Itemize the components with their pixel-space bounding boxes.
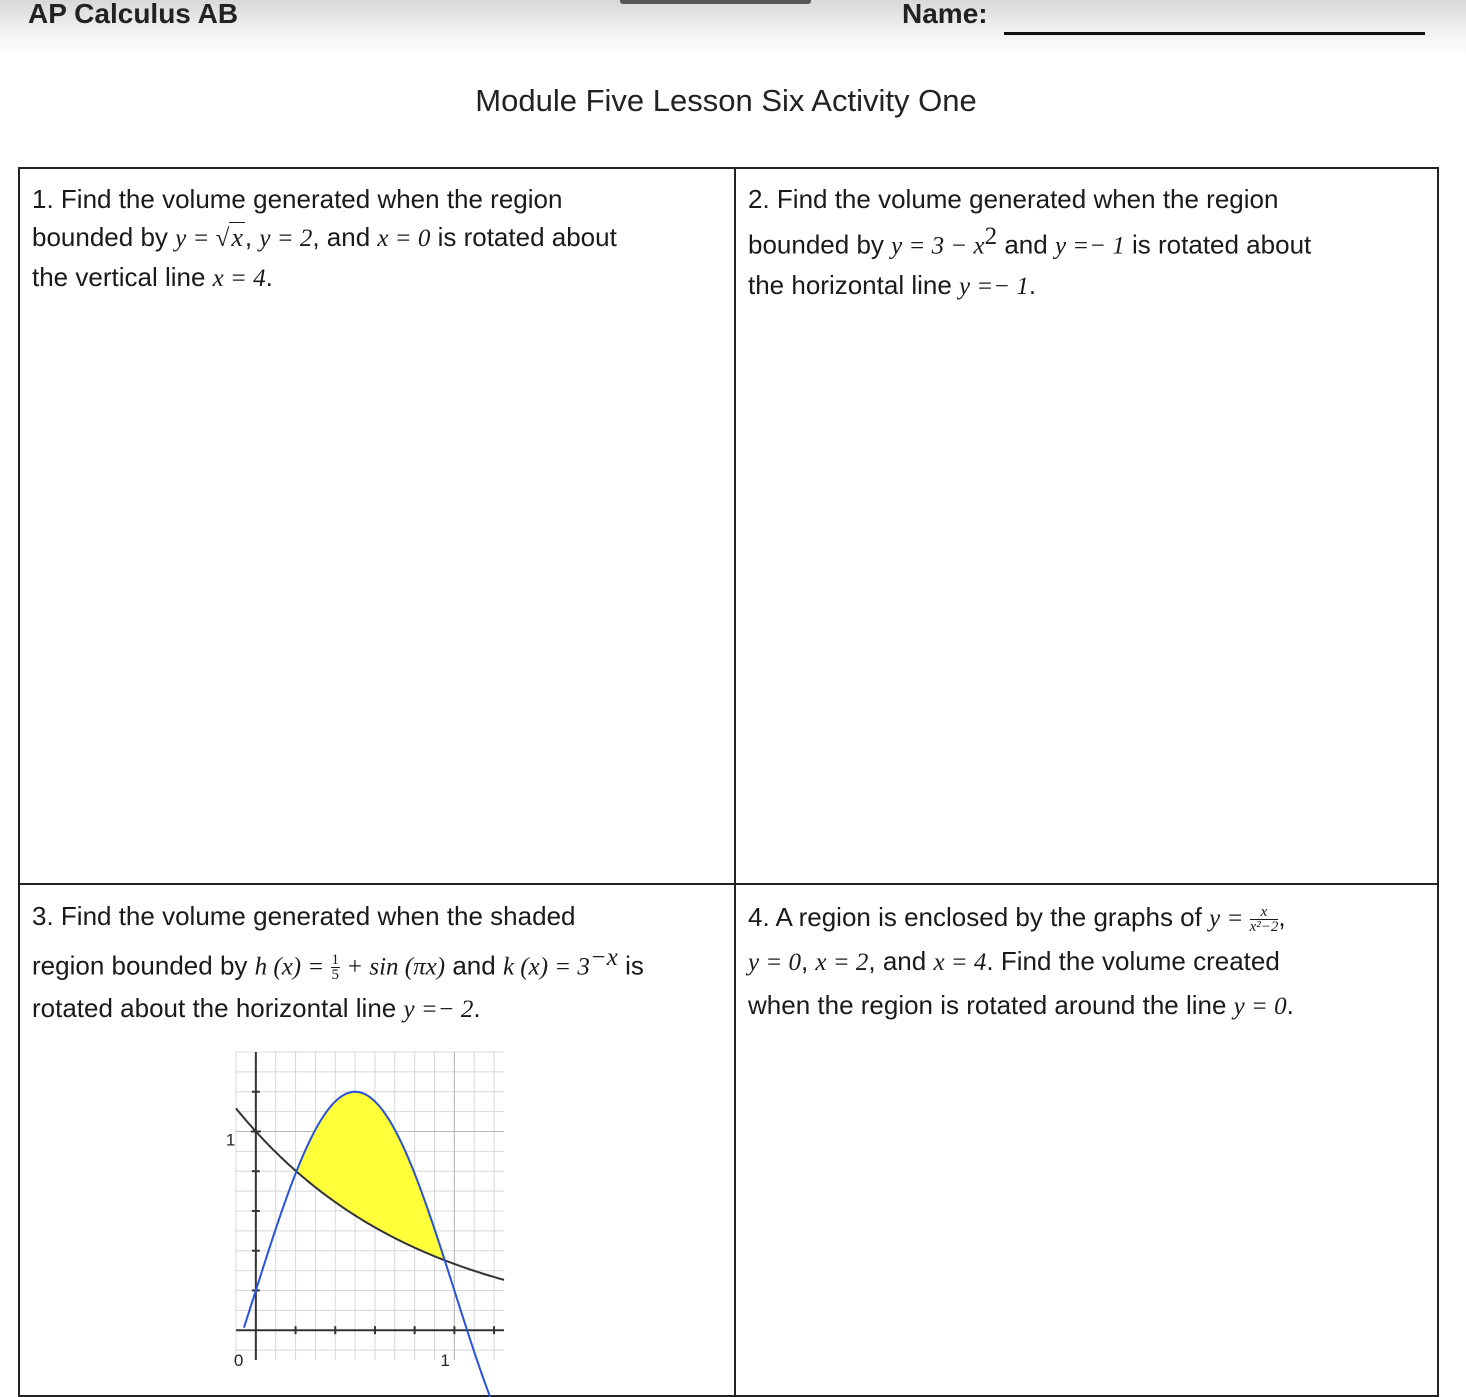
shaded-region	[296, 1092, 444, 1261]
problem-3-line2: region bounded by h (x) = $\frac{1}{5}$ + sin (πx) and k $(x) = 3^{-x}$ is	[32, 944, 644, 984]
problem-3	[32, 896, 644, 1030]
problem-2	[748, 180, 1311, 306]
problem-1-line1: 1. Find the volume generated when the region	[32, 184, 563, 214]
problem-4-line2: y = 0, x = 2, and x = 4. Find the volume created	[748, 946, 1280, 976]
problem-4-line3: when the region is rotated around the line y = 0.	[748, 990, 1294, 1020]
problem-3-line1: 3. Find the volume generated when the shaded	[32, 901, 576, 931]
grid-divider-vertical	[734, 167, 736, 1397]
course-title: AP Calculus AB	[28, 0, 239, 29]
problem-3-line3: rotated about the horizontal line y =− 2.	[32, 992, 481, 1023]
x-tick-label-1: 1	[440, 1351, 450, 1371]
x-tick-label-0: 0	[233, 1351, 244, 1371]
top-tab-marker	[620, 0, 811, 4]
name-label: Name:	[902, 0, 988, 29]
problem-2-line1: 2. Find the volume generated when the region	[748, 184, 1279, 214]
problem-1	[32, 180, 617, 298]
activity-title: Module Five Lesson Six Activity One	[475, 83, 977, 118]
problem-4	[748, 896, 1294, 1028]
problem-1-line2: bounded by y = √x, y = 2, and x = 0 is rotated about	[32, 222, 617, 252]
problem-2-line3: the horizontal line y =− 1.	[748, 269, 1037, 300]
name-blank-line[interactable]	[1004, 32, 1425, 35]
grid-divider-horizontal	[18, 883, 1439, 885]
problem-3-graph	[225, 1048, 504, 1371]
problem-4-line1: 4. A region is enclosed by the graphs of y = $\frac{x}{\text{x²−2}}$ ,	[748, 902, 1286, 935]
page-header	[0, 0, 1466, 58]
y-tick-label-1: 1	[225, 1130, 236, 1150]
problem-1-line3: the vertical line x = 4.	[32, 262, 273, 292]
problem-2-line2: bounded by $y = 3 - x^2$ and y =− 1 is rotated about	[748, 223, 1312, 260]
